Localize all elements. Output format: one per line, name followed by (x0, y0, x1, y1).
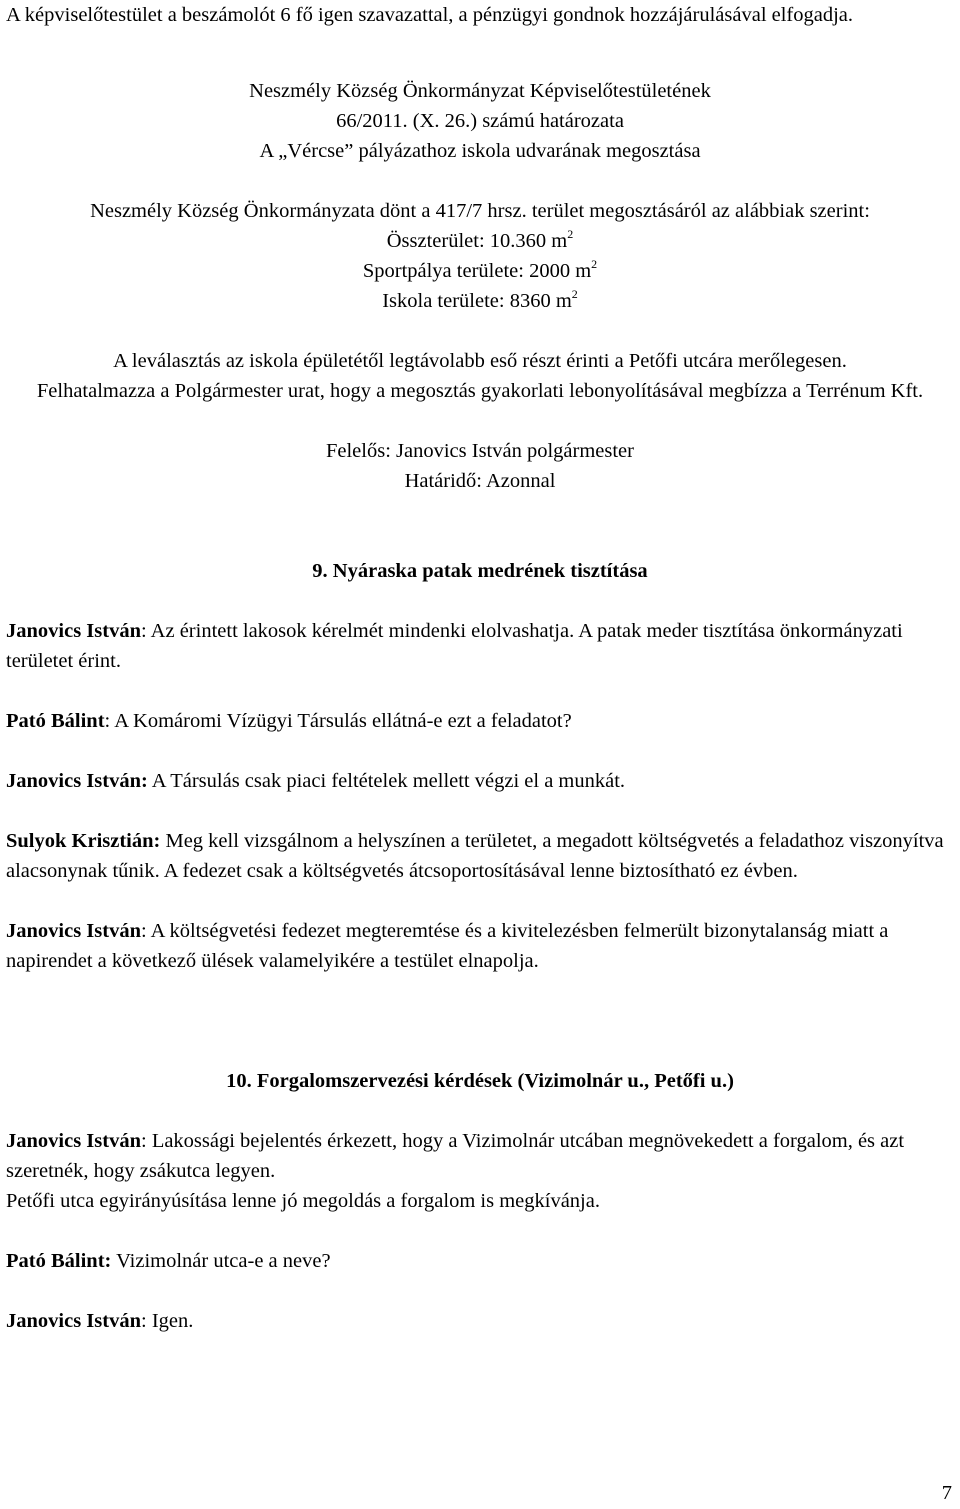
agenda-item-9-heading: 9. Nyáraska patak medrének tisztítása (312, 560, 648, 582)
sport-area: Sportpálya területe: 2000 $m^2$ (362, 257, 598, 282)
agenda9-entry-2: Pató Bálint: A Komáromi Vízügyi Társulás ellátná-e ezt a feladatot? (6, 710, 572, 732)
total-area: Összterület: 10.360 $m^2$ (386, 227, 574, 252)
responsible-text: Felelős: Janovics István polgármester (325, 440, 634, 462)
intro-paragraph: A képviselőtestület a beszámolót 6 fő igen szavazattal, a pénzügyi gondnok hozzájárulásával elfogadja. (6, 4, 854, 26)
deadline-text: Határidő: Azonnal (404, 470, 556, 492)
agenda10-entry-1-continuation: Petőfi utca egyirányúsítása lenne jó megoldás a forgalom is megkívánja. (6, 1190, 600, 1212)
agenda10-entry-3: Janovics István: Igen. (6, 1310, 194, 1332)
resolution-subject: A „Vércse” pályázathoz iskola udvarának megosztása (259, 140, 701, 162)
agenda9-entry-5: Janovics István: A költségvetési fedezet megteremtése és a kivitelezésben felmerült bizonytalanság miatt a napirendet a következő ülések valamelyikére a testület elnapolja. (6, 920, 889, 972)
resolution-number (6, 106, 954, 136)
page-number: 7 (941, 1482, 952, 1504)
resolution-decision (6, 196, 954, 316)
agenda-item-10-heading: 10. Forgalomszervezési kérdések (Vizimolnár u., Petőfi u.) (226, 1070, 734, 1092)
agenda9-entry-3: Janovics István: A Társulás csak piaci feltételek mellett végzi el a munkát. (6, 770, 626, 792)
agenda10-entry-2: Pató Bálint: Vizimolnár utca-e a neve? (6, 1250, 331, 1272)
responsibility (6, 436, 954, 496)
agenda9-entry-4: Sulyok Krisztián: Meg kell vizsgálnom a helyszínen a területet, a megadott költségvetés a feladathoz viszonyítva alacsonynak tűnik. A fedezet csak a költségvetés átcsoportosításával lenne biztosítható ez évben. (6, 830, 944, 882)
agenda10-entry-1: Janovics István: Lakossági bejelentés érkezett, hogy a Vizimolnár utcában megnövekedett a forgalom, és azt szeretnék, hogy zsákutca legyen. Petőfi utca egyirányúsítása lenne jó megoldás a forgalom is megkívánja. (6, 1126, 954, 1216)
document-page (6, 0, 954, 1336)
resolution-body-name: Neszmély Község Önkormányzat Képviselőtestületének (249, 80, 711, 102)
resolution-number-text: 66/2011. (X. 26.) számú határozata (336, 110, 624, 132)
decision-text: Neszmély Község Önkormányzata dönt a 417/7 hrsz. terület megosztásáról az alábbiak szerint: (90, 200, 870, 222)
resolution-details (6, 346, 954, 406)
school-area: Iskola területe: 8360 $m^2$ (382, 287, 578, 312)
separation-text: A leválasztás az iskola épületétől legtávolabb eső részt érinti a Petőfi utcára merőlegesen. (113, 350, 847, 372)
agenda9-entry-1: Janovics István: Az érintett lakosok kérelmét mindenki elolvashatja. A patak meder tisztítása önkormányzati területet érint. (6, 620, 903, 672)
resolution-header (6, 76, 954, 166)
authorization-text: Felhatalmazza a Polgármester urat, hogy a megosztás gyakorlati lebonyolításával megbízza a Terrénum Kft. (36, 380, 924, 402)
